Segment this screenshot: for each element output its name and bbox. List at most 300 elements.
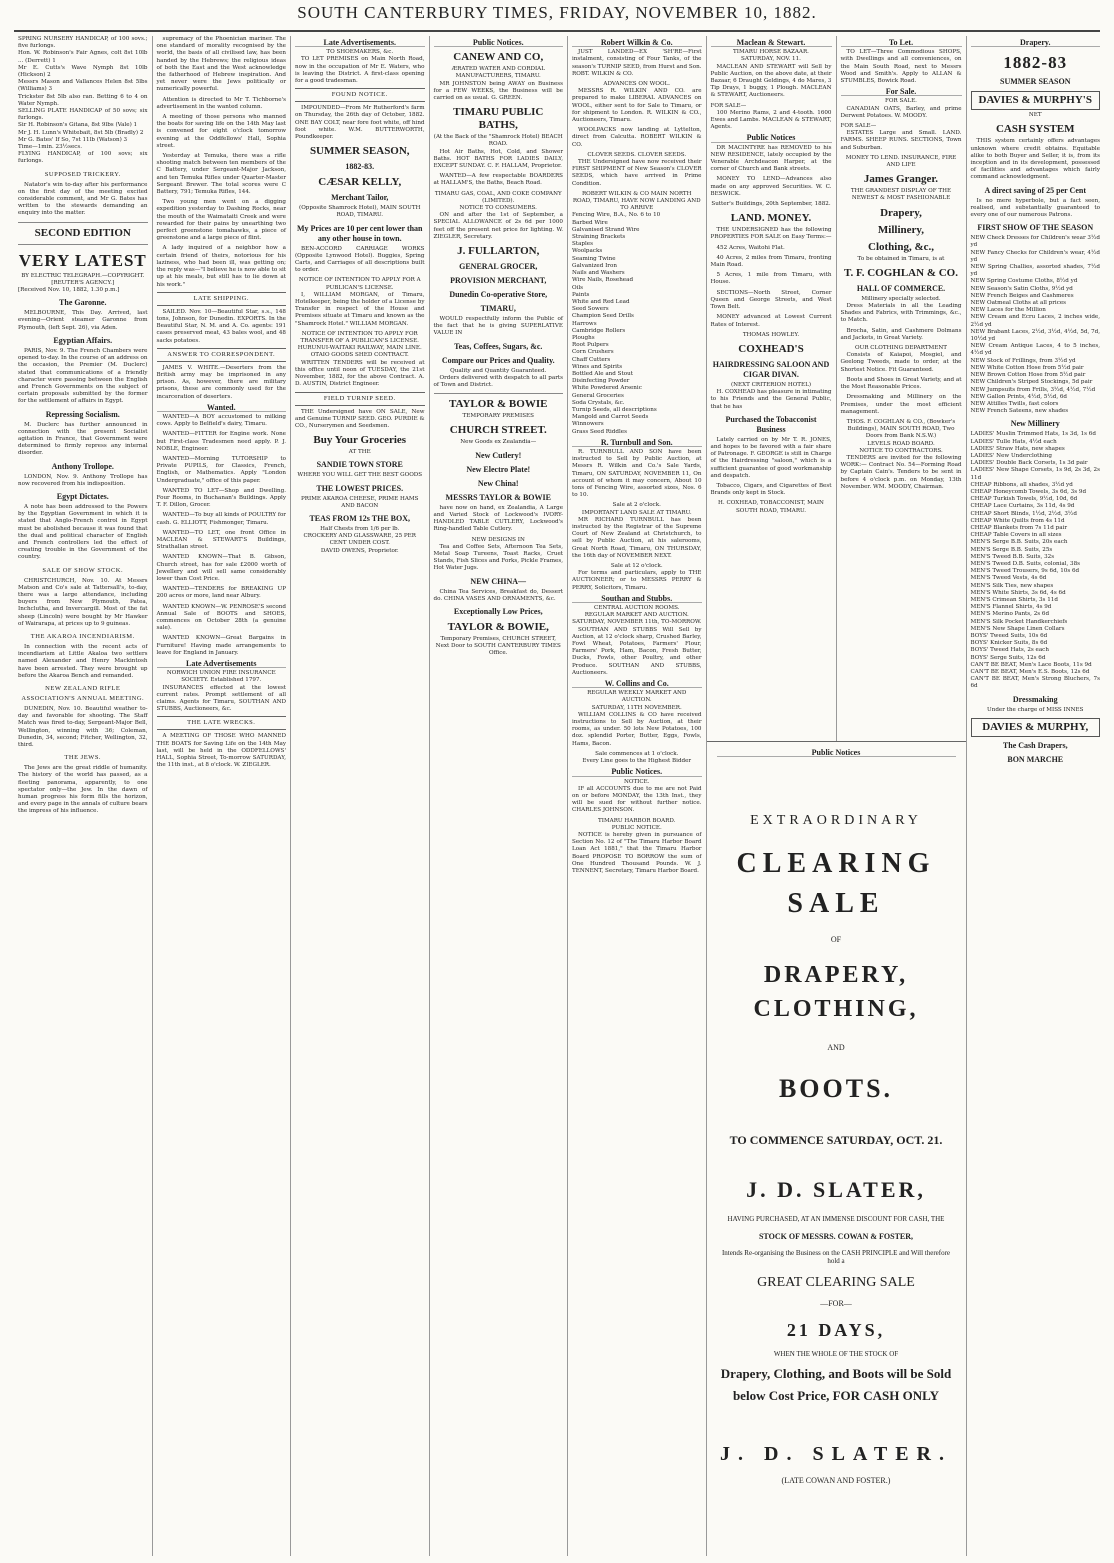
- messrs-title: MESSRS TAYLOR & BOWIE: [445, 492, 551, 502]
- money-text: MONEY TO LEND—Advances also made on any approved Securities. W. C. BESWICK.: [710, 176, 832, 197]
- wanted-ad: WANTED KNOWN—That B. Gibson, Church street, has for sale £2000 worth of Jewellery and will sell same considerably lower than Cost Price.: [156, 554, 286, 582]
- wanted-ad: WANTED—FITTER for Engine work. None but First-class Tradesmen need apply. P. J. NOBLE, Engineer.: [156, 431, 286, 452]
- column-7: [837, 36, 966, 741]
- sandie-store: SANDIE TOWN STORE: [316, 460, 403, 470]
- millinery-item: BOYS' Tweed Hats, 2s each: [970, 647, 1049, 654]
- goods-item: Staples: [572, 241, 593, 248]
- millinery-item: MEN'S Serge B.B. Suits, 25s: [970, 546, 1053, 553]
- millinery-item: MEN'S Serge B.B. Suits, 20s each: [970, 539, 1068, 546]
- goods-item: Bottled Ale and Stout: [572, 370, 633, 377]
- sporting-line: Messrs Mason and Vallances Helen 8st 5lbs (Williams) 3: [18, 79, 148, 93]
- sporting-line: FLYING HANDICAP, of 100 sovs; six furlongs.: [18, 151, 148, 165]
- wilkin-main-north: ROBERT WILKIN & CO MAIN NORTH ROAD, TIMARU, HAVE NOW LANDING AND TO ARRIVE: [572, 190, 701, 212]
- for-sale-title: For Sale.: [841, 88, 962, 96]
- licence-2-title: NOTICE OF INTENTION TO APPLY FOR TRANSFER OF A PUBLICAN'S LICENSE.: [300, 330, 419, 345]
- land-item: 452 Acres, Waitohi Flat.: [716, 244, 785, 251]
- goods-item: Nails and Washers: [572, 270, 625, 277]
- dictates-text: A note has been addressed to the Powers by the Egyptian Government in which it is stated that Anglo-French control in Egypt must be abolished because it was found that the dual and political character of English and French controllers led the effect of creating trouble in the Government of the country.: [18, 503, 148, 561]
- lowest-prices: THE LOWEST PRICES.: [316, 483, 404, 493]
- dunedin-store: Dunedin Co-operative Store,: [449, 290, 548, 300]
- masthead: SOUTH CANTERBURY TIMES, FRIDAY, NOVEMBER 10, 1882.: [297, 3, 817, 22]
- cheese-line: PRIME AKAROA CHEESE, PRIME HAMS AND BACON: [301, 495, 419, 509]
- at-the: AT THE: [348, 449, 371, 456]
- shoemakers-title: TO SHOEMAKERS, &c.: [326, 49, 394, 56]
- drapery-item: NEW French Sateens, new shades: [970, 408, 1069, 415]
- teas-line: TEAS FROM 12s THE BOX,: [309, 513, 411, 523]
- crockery-line: CROCKERY AND GLASSWARE, 25 PER CENT UNDER COST.: [303, 533, 416, 547]
- goods-list: [572, 212, 702, 435]
- drapery-item: NEW Cream and Ecru Laces, 2 inches wide, 2½d yd: [970, 314, 1100, 328]
- goods-item: White and Red Lead: [572, 298, 630, 305]
- wanted-ad: WANTED—TENDERS for BREAKING UP 200 acres or more, land near Albury.: [156, 586, 286, 600]
- grocer-line: GENERAL GROCER,: [459, 262, 538, 272]
- to-let-title: To Let.: [841, 39, 962, 47]
- granger-name: James Granger.: [863, 173, 939, 186]
- turnbull-text: R. TURNBULL AND SON have been instructed to Sell by Public Auction, at Messrs R. Wilkin and Co.'s Sale Yards, Timaru, ON SATURDAY, NOVEMBER 11, On account of whom it may concern, About 10 tons of Fencing Wire, assorted sizes, Nos. 6 to 10.: [572, 448, 702, 499]
- show-title: SALE OF SHOW STOCK.: [42, 566, 124, 574]
- public-notices-title: Public Notices.: [434, 39, 564, 47]
- summer-title: SUMMER SEASON,: [309, 145, 410, 158]
- millinery-item: MEN'S Tweed Vests, 4s 6d: [970, 575, 1047, 582]
- drapery-item: NEW French Beiges and Cashmeres: [970, 292, 1074, 299]
- upper-columns: [707, 36, 966, 741]
- groceries-title: Buy Your Groceries: [313, 434, 407, 447]
- new-cutlery: New Cutlery!: [475, 450, 522, 460]
- central-rooms: CENTRAL AUCTION ROOMS.: [594, 605, 680, 612]
- column-1: [14, 36, 153, 1556]
- column-8: [967, 36, 1105, 1556]
- baths-text: Hot Air Baths, Hot, Cold, and Shower Baths. HOT BATHS FOR LADIES DAILY, EXCEPT SUNDAY. C. F. HALLAM, Proprietor.: [433, 148, 563, 170]
- goods-item: General Groceries: [572, 392, 624, 399]
- goods-item: Turnip Seeds, all descriptions: [572, 406, 657, 413]
- advances-title: ADVANCES ON WOOL.: [603, 81, 671, 88]
- goods-item: Seed Sowers: [572, 306, 609, 313]
- land-text: MR RICHARD TURNBULL has been instructed by the Registrar of the Supreme Court of New Zealand at Christchurch, to sell by Public Auction, at his salerooms, Great North Road, Timaru, ON THURSDAY, the 16th day of NOVEMBER NEXT.: [572, 516, 702, 559]
- drapery-item: NEW Spring Costume Cloths, 8½d yd: [970, 278, 1078, 285]
- masthead-rule: [14, 30, 1100, 32]
- millinery-item: CHEAP Honeycomb Towels, 3s 6d, 3s 9d: [970, 488, 1087, 495]
- seed-text: THE Undersigned have ON SALE, New and Genuine TURNIP SEED. GEO. PURDIE & CO., Nurserymen and Seedsmen.: [295, 408, 425, 429]
- coghlan-sign: THOS. F. COGHLAN & CO., (Bowker's Buildings), MAIN SOUTH ROAD, Two Doors from Bank N.S.W.): [846, 418, 956, 440]
- sporting-line: Hon. W. Robinson's Fair Agnes, colt 8st 10lb ... (Derrett) 1: [18, 50, 148, 64]
- collins-text: WILLIAM COLLINS & CO have received instructions to Sell by Auction, at their rooms, as under. 50 lots New Potatoes, 100 doz. splendid Porter, Butter, Eggs, Fowls, Hams, Bacon.: [572, 711, 702, 747]
- money-lend: MONEY TO LEND. INSURANCE, FIRE AND LIFE: [845, 154, 957, 169]
- southan-text: SOUTHAN AND STUBBS Will Sell by Auction, at 12 o'clock sharp, Crushed Barley, Fowl Wheat, Potatoes, Farmers' Flour, Farmers' Pork, Ham, Bacon, Fresh Butter, Ducks, Fowls, other Poultry, and other Produce. SOUTHAN AND STUBBS, Auctioneers.: [572, 626, 702, 676]
- drapery-item: NEW Gallon Prints, 4½d, 5½d, 6d: [970, 393, 1068, 400]
- clearing-title: Public Notices: [717, 749, 956, 757]
- goods-item: Oils: [572, 284, 584, 291]
- levels-text: TENDERS are invited for the following WORK:— Contract No. 54—Forming Road by Captain Cain's. Tenders to be sent in before 4 o'clock p.m. on Monday, 13th November. WM. MOODY, Chairman.: [840, 454, 962, 490]
- wanted-items: [157, 414, 287, 657]
- clearing-sale: [707, 741, 966, 1488]
- estates-text: ESTATES Large and Small. LAND. FARMS. SHEEP RUNS. SECTIONS, Town and Suburban.: [840, 130, 962, 151]
- hall-of-commerce: HALL OF COMMERCE.: [856, 283, 946, 293]
- land-time: Sale at 12 o'clock.: [610, 563, 663, 570]
- garonne-text: MELBOURNE, This Day. Arrived, last evening—Orient steamer Garonne from Plymouth, (left Sept. 26), via Aden.: [18, 310, 148, 331]
- clearing-sale-title: CLEARING SALE: [736, 848, 936, 920]
- received-note: [Received Nov. 10, 1882, 1.30 p.m.]: [18, 287, 120, 294]
- shipping-text: SAILED. Nov. 10—Beautiful Star, s.s., 148 tons, Johnson, for Dunedin. EXPORTS. In the Beautiful Star, N. M. and A. Co. agents: 191 cases preserved meat, 43 bales wool, and 48 sacks potatoes.: [156, 308, 286, 344]
- goods-item: Galvanized Iron: [572, 262, 617, 269]
- millinery-items: [971, 431, 1101, 690]
- lady-note: A lady inquired of a neighbor how a certain friend of theirs, notorious for his laziness, who had been ill, was getting on; the reply was—"I believe he is now able to sit up at his meals, but still has to lie down at his work.": [156, 245, 286, 288]
- cash-system: CASH SYSTEM: [995, 123, 1075, 136]
- goods-item: Root Pulpers: [572, 342, 609, 349]
- of-line: OF: [830, 935, 842, 945]
- gas-sub: NOTICE TO CONSUMERS.: [459, 205, 537, 212]
- teas-sub: Half Chests from 1/6 per lb.: [320, 525, 400, 532]
- sold-line: Drapery, Clothing, and Boots will be Sold: [720, 1366, 952, 1382]
- first-show: FIRST SHOW OF THE SEASON: [977, 223, 1094, 233]
- having-line: HAVING PURCHASED, AT AN IMMENSE DISCOUNT FOR CASH, THE: [727, 1215, 945, 1224]
- goods-item: Fencing Wire, B.A., No. 6 to 10: [572, 212, 661, 219]
- woolpacks-text: WOOLPACKS now landing at Lyttelton, direct from Calcutta. ROBERT WILKIN & CO.: [572, 127, 702, 148]
- levels-title: LEVELS ROAD BOARD.: [867, 440, 935, 447]
- goods-item: Straining Brackets: [572, 234, 626, 241]
- days-line: 21 DAYS,: [786, 1320, 886, 1341]
- brocha-text: Brocha, Satin, and Cashmere Dolmans and Jackets, in Great Variety.: [840, 327, 962, 341]
- aerated-sub: ÆRATED WATER AND CORDIAL MANUFACTURERS, TIMARU.: [451, 66, 545, 80]
- akaroa-text: In connection with the recent acts of incendiarism at Little Akaloa two settlers named Alexander and Henry Mackintosh have been arrested. They were brought up before the Akaroa Bench and remanded.: [18, 643, 148, 679]
- beswick-address: Sutter's Buildings, 20th September, 1882.: [711, 201, 831, 208]
- new-plate: New Electro Plate!: [466, 464, 531, 474]
- goods-item: Mangold and Carrot Seeds: [572, 414, 649, 421]
- wanted-ad: WANTED KNOWN—W. PENROSE'S second Annual Sale of BOOTS and SHOES, commences on October 28th (a genuine sale).: [156, 603, 286, 632]
- goods-item: Woolpacks: [572, 248, 603, 255]
- wilkin-title: Robert Wilkin & Co.: [572, 39, 702, 47]
- drapery-item: NEW Cream Antique Laces, 4 to 5 inches, 4½d yd: [970, 343, 1100, 357]
- drapery-item: NEW Brabant Laces, 2½d, 3½d, 4½d, 5d, 7d, 10½d yd: [970, 328, 1100, 343]
- quality-line: Quality and Quantity Guaranteed.: [450, 367, 547, 374]
- year-title: 1882-83: [1003, 53, 1068, 73]
- wanted-ad: WANTED—To buy all kinds of POULTRY for cash. G. ELLIOTT, Fishmonger, Timaru.: [156, 512, 286, 526]
- clothing-line: Clothing, &c.,: [868, 240, 934, 253]
- drapery-item: NEW Season's Satin Cloths, 9½d yd: [970, 285, 1073, 292]
- opened-line: Millinery specially selected.: [861, 295, 941, 302]
- below-cost-line: below Cost Price, FOR CASH ONLY: [732, 1387, 940, 1403]
- land-item: SECTIONS—North Street, Corner Queen and George Streets, and West Town Belt.: [710, 289, 832, 311]
- goods-item: Paints: [572, 291, 590, 298]
- howley-sign: THOMAS HOWLEY.: [742, 331, 800, 338]
- collins-time: Sale commences at 1 o'clock.: [595, 750, 679, 757]
- provision-line: PROVISION MERCHANT,: [450, 276, 547, 286]
- teas-coffees: Teas, Coffees, Sugars, &c.: [454, 341, 543, 351]
- orders-line: Orders delivered with despatch to all parts of Town and District.: [433, 374, 563, 389]
- taylor-bowie-title: TAYLOR & BOWIE: [449, 398, 548, 411]
- impounded-text: IMPOUNDED—From Mr Rutherford's farm on Thursday, the 26th day of October, 1882. ONE BAY COLT, near fore foot white, off hind foot white. W.M. BUTTERWORTH, Poundkeeper.: [295, 105, 425, 141]
- millinery-item: LADIES' Muslin Trimmed Hats, 1s 3d, 1s 6d: [970, 431, 1096, 438]
- jews-continued: supremacy of the Phoenician mariner. The one standard of morality recognised by the world, the basis of all civilised law, has been handed by the Hebrews; the religious ideas of both the East and the West acknowledge the fatherhood of Hebrew inspiration. And yet never were the Jews politically or numerically powerful.: [156, 36, 286, 93]
- for-sale-sub: FOR SALE.: [885, 98, 917, 105]
- millinery-item: CAN'T BE BEAT, Men's E.S. Boots, 12s 6d: [970, 669, 1090, 676]
- for-sale-title: FOR SALE—: [710, 102, 747, 109]
- bon-marche: BON MARCHE: [1007, 754, 1064, 764]
- millinery-item: MEN'S New Shape Linen Collars: [970, 625, 1065, 632]
- drapery-line: Drapery,: [880, 206, 922, 219]
- drapery-item: NEW Jumpsuits from Frills, 3½d, 4½d, 7½d: [970, 386, 1096, 393]
- drapery-items: [971, 235, 1101, 415]
- goods-item: Champion Seed Drills: [572, 313, 634, 320]
- new-china: New China!: [477, 478, 519, 488]
- millinery-item: MEN'S Merino Pants, 2s 6d: [970, 611, 1050, 618]
- new-millinery: New Millinery: [1010, 419, 1060, 429]
- seed-title: FIELD TURNIP SEED.: [295, 392, 425, 406]
- millinery-item: LADIES' Tulle Hats, 4½d each: [970, 438, 1057, 445]
- millinery-item: CAN'T BE BEAT, Men's Strong Bluchers, 7s 6d: [970, 676, 1100, 690]
- millinery-item: CHEAP Short Blinds, 1½d, 2½d, 3½d: [970, 510, 1077, 517]
- drapery-item: NEW Children's Striped Stockings, 5d pair: [970, 379, 1093, 386]
- clothing-text: Consists of Kaiapoi, Mosgiel, and Geelong Tweeds, made to order, at the Shortest Notice. Fit Guaranteed.: [840, 352, 962, 373]
- goods-item: Ploughs: [572, 334, 595, 341]
- wrecks-text: A MEETING OF THOSE WHO MANNED THE BOATS for Saving Life on the 14th May last, will be held in the ODDFELLOWS' HALL, Sophia Street, To-morrow SATURDAY, the 11th inst., at 8 o'clock. W. ZIEGLER.: [156, 733, 286, 769]
- drapery-item: NEW Stock of Frillings, from 3½d yd: [970, 357, 1076, 364]
- late-ads-title: Late Advertisements: [157, 660, 287, 668]
- millinery-item: MEN'S Tweed B.B. Suits, 32s: [970, 553, 1055, 560]
- goods-item: Soda Crystals, &c.: [572, 399, 625, 406]
- railway-subtitle: OTAIO GOODS SHED CONTRACT.: [310, 352, 409, 359]
- sporting-line: Trickster 8st 5lb also ran. Betting 6 to 4 on Water Nymph.: [18, 93, 148, 107]
- divider: [18, 244, 148, 245]
- goods-line: DRAPERY, CLOTHING,: [753, 961, 919, 1022]
- licence-1-text: I, WILLIAM MORGAN, of Timaru, Hotelkeeper, being the holder of a License by Transfer in respect of the House and Premises situate at Timaru and known as the "Shamrock Hotel." WILLIAM MORGAN.: [295, 291, 425, 327]
- new-china-title: NEW CHINA—: [470, 576, 527, 586]
- obtained-line: To be obtained in Timaru, is at: [857, 255, 945, 262]
- cash-drapers: The Cash Drapers,: [1002, 740, 1068, 750]
- coghlan-name: T. F. COGHLAN & CO.: [844, 266, 958, 279]
- drapery-title: Drapery.: [971, 39, 1101, 47]
- tichborne-note: Attention is directed to Mr T. Tichborne's advertisement in the wanted column.: [156, 96, 286, 110]
- great-clearing: GREAT CLEARING SALE: [757, 1274, 915, 1290]
- divider: [434, 393, 564, 394]
- goods-item: Chaff Cutters: [572, 356, 611, 363]
- timaru-line: TIMARU,: [480, 304, 516, 314]
- drapery-item: NEW White Cotton Hose from 5½d pair: [970, 364, 1084, 371]
- millinery-item: BOYS' Tweed Suits, 10s 6d: [970, 633, 1048, 639]
- fullarton-text: WOULD respectfully inform the Public of the fact that he is giving SUPERLATIVE VALUE IN: [433, 316, 563, 337]
- slater-sign: J. D. SLATER.: [720, 1442, 952, 1465]
- boarders-wanted: WANTED—A few respectable BOARDERS at HALLAM'S, the Baths, Beach Road.: [433, 173, 563, 187]
- sale-time: Sale at 2 o'clock.: [612, 502, 661, 509]
- millinery-item: LADIES' New Shape Corsets, 1s 9d, 2s 3d, 2s 11d: [970, 467, 1100, 481]
- bazaar-date: SATURDAY, NOV. 11.: [741, 56, 801, 63]
- egypt-title: Egyptian Affairs.: [53, 335, 113, 345]
- money-advanced: MONEY advanced at Lowest Current Rates of Interest.: [710, 314, 832, 328]
- fullarton-name: J. FULLARTON,: [457, 245, 540, 258]
- gas-title: TIMARU GAS, COAL, AND COKE COMPANY (LIMITED).: [434, 190, 562, 204]
- millinery-item: CHEAP White Quilts from 4s 11d: [970, 517, 1065, 524]
- land-item: 40 Acres, 2 miles from Timaru, fronting Main Road.: [710, 254, 832, 269]
- temporary-premises: TEMPORARY PREMISES: [462, 413, 534, 420]
- drapery-item: NEW Laces for the Million: [970, 307, 1046, 314]
- goods-item: Wines and Spirits: [572, 363, 623, 370]
- saving-text: Is no mere hyperbole, but a fact seen, realised, and substantially guaranteed to every one of our numerous Patrons.: [970, 197, 1100, 219]
- summer-season: SUMMER SEASON: [1000, 77, 1071, 87]
- owens-sign: DAVID OWENS, Proprietor.: [320, 547, 399, 554]
- summer-year: 1882-83.: [345, 162, 375, 172]
- millinery-item: CAN'T BE BEAT, Men's Lace Boots, 11s 9d: [970, 661, 1092, 668]
- for-sale-2: FOR SALE—: [840, 123, 877, 130]
- trickery-text: Natator's win to-day after his performance on the first day of the meeting excited considerable comment, and Mr G. Bates has written to the stewards demanding an enquiry into the matter.: [18, 181, 148, 217]
- gas-text: ON and after the 1st of September, a SPECIAL ALLOWANCE of 2s 6d per 1000 feet off the present net price for lighting. W. ZIEGLER, Secretary.: [433, 212, 563, 240]
- advances-text: MESSRS R. WILKIN AND CO. are prepared to make LIBERAL ADVANCES on WOOL, either sent to for Sale to Timaru, or for shipment to London. R. WILKIN & CO., Auctioneers, Timaru.: [572, 88, 702, 124]
- sporting-line: Mr J. H. Lunn's Whitebait, 8st 5lb (Bradly) 2: [18, 129, 144, 136]
- to-let-text: TO LET PREMISES on Main North Road, now in the occupation of Mr E. Waters, who is leaving the District. A first-class opening for a good tradesman.: [295, 56, 425, 85]
- goods-item: Galvanised Strand Wire: [572, 226, 640, 233]
- saving-title: A direct saving of 25 per Cent: [984, 185, 1086, 195]
- aerated-title: CANEW AND CO,: [453, 51, 544, 64]
- coxhead-text: H. COXHEAD has pleasure in intimating to his Friends and the General Public, that he has: [710, 389, 832, 410]
- southan-title: Southan and Stubbs.: [572, 595, 702, 603]
- millinery-item: MEN'S Tweed Trousers, 9s 6d, 10s 6d: [970, 568, 1080, 575]
- collins-date: SATURDAY, 11TH NOVEMBER.: [591, 704, 682, 711]
- land-money-text: THE UNDERSIGNED has the following PROPERTIES FOR SALE on Easy Terms:—: [710, 227, 832, 241]
- goods-item: Seaming Twine: [572, 255, 616, 262]
- jews-title: THE JEWS.: [64, 754, 102, 762]
- contractors-title: NOTICE TO CONTRACTORS.: [859, 447, 943, 454]
- china-text: China Tea Services, Breakfast do, Dessert do. CHINA VASES AND ORNAMENTS, &c.: [433, 588, 563, 602]
- commence-line: TO COMMENCE SATURDAY, OCT. 21.: [729, 1132, 943, 1147]
- new-goods: New Goods ex Zealandia—: [460, 439, 537, 446]
- coxhead-title: COXHEAD'S: [738, 342, 804, 355]
- norwich-title: NORWICH UNION FIRE INSURANCE SOCIETY. Established 1797.: [166, 670, 276, 684]
- rifle-text: DUNEDIN, Nov. 10. Beautiful weather to-day and favorable for shooting. The Staff Match was fired to-day, Sergeant-Major Bell, Wellington, winning with 36; Coleman, Dunedin, 34, second; Fitcher, Wellington, 32, third.: [18, 706, 148, 749]
- carriage-works: BEN-ACCORD CARRIAGE WORKS (Opposite Lynwood Hotel). Buggies, Spring Carts, and Carriages of all descriptions built to order.: [295, 245, 425, 274]
- akaroa-title: THE AKAROA INCENDIARISM.: [30, 632, 135, 640]
- millinery-item: LADIES' Straw Hats, new shapes: [970, 445, 1065, 452]
- maclean-title: Maclean & Stewart.: [711, 39, 832, 47]
- harbour-title: TIMARU HARBOR BOARD.: [598, 817, 676, 824]
- drapery-item: NEW Fancy Checks for Children's wear, 4½d yd: [970, 249, 1100, 263]
- boots-line: BOOTS.: [778, 1073, 894, 1103]
- kelly-name: CÆSAR KELLY,: [318, 176, 402, 189]
- trollope-title: Anthony Trollope.: [51, 461, 114, 471]
- wanted-ad: WANTED—TO LET, one front Office in MACLEAN & STEWART'S Buildings, Strathallan street.: [156, 529, 286, 551]
- rifle-title: NEW ZEALAND RIFLE ASSOCIATION'S ANNUAL MEETING.: [21, 685, 145, 702]
- very-latest: VERY LATEST: [18, 250, 147, 270]
- to-let-text: TO LET—Three Commodious SHOPS, with Dwellings and all conveniences, on the Main South Road, next to Messrs Wood and Smith's. Apply to ALLAN & STUMBLES, Bowick Road.: [840, 49, 962, 85]
- tea-sets: Tea and Coffee Sets, Afternoon Tea Sets, Metal Soap Tureens, Toast Racks, Cruet Stands, Fish Slices and Forks, Pickle Frames, Hot Water Jugs.: [433, 543, 563, 572]
- railway-text: WRITTEN TENDERS will be received at this office until noon of TUESDAY, the 21st November, 1882, for the above Contract. A. D. AUSTIN, District Engineer.: [295, 359, 425, 388]
- boots-text: Boots and Shoes in Great Variety, and at the Most Reasonable Prices.: [840, 376, 962, 391]
- davies-murphy-bottom: DAVIES & MURPHY,: [971, 718, 1101, 737]
- goods-item: Disinfecting Powder: [572, 378, 630, 385]
- shooting-note: Yesterday at Temuka, there was a rifle shooting match between ten members of the C Battery, under Sergeant-Major Jackson, and ten Temuka Rifles under Quarter-Master Sergeant Brewer. The total scores were C Battery, 791; Temuka Rifles, 144.: [156, 153, 286, 196]
- column-5: [568, 36, 707, 1556]
- shipping-title: LATE SHIPPING.: [157, 292, 287, 306]
- drapery-item: NEW Check Dresses for Children's wear 3½d yd: [970, 235, 1100, 249]
- bazaar-title: TIMARU HORSE BAZAAR.: [733, 49, 809, 56]
- drapery-item: NEW Spring Challies, assorted shades, 7½d yd: [970, 264, 1100, 278]
- cash-text: THIS system certainly offers advantages unknown where credit obtains. Equitable alike to both Buyer and Seller, it is, from its inception and in its development, possessed of facilities and advantages which fairly command acknowledgment.: [970, 138, 1100, 181]
- goods-item: Cambridge Rollers: [572, 327, 626, 334]
- goods-item: Harrows: [572, 320, 597, 327]
- tobacco-text: Tobacco, Cigars, and Cigarettes of Best Brands only kept in Stock.: [710, 482, 832, 497]
- next-criterion: (NEXT CRITERION HOTEL): [730, 381, 812, 388]
- public-notices-title: Public Notices.: [572, 768, 702, 776]
- when-line: WHEN THE WHOLE OF THE STOCK OF: [773, 1350, 899, 1359]
- harbour-text: NOTICE is hereby given in pursuance of Section No. 12 of "The Timaru Harbor Board Loan Act 1881," that the Timaru Harbor Board PROPOSE TO BORROW the sum of One Hundred Thousand Pounds. W. J. TENNENT, Secretary, Timaru Harbor Board.: [572, 831, 702, 874]
- egypt-text: PARIS, Nov. 9. The French Chambers were opened to-day. In the course of an address on the occasion, the Premier (M. Duclerc) stated that communications of a friendly character were passing between the English and French Governments on the subject of certain proposals submitted by the former for the settlement of affairs in Egypt.: [18, 347, 148, 405]
- messrs-text: have now on hand, ex Zealandia, A Large and Varied Stock of Lockwood's IVORY-HANDLED TABLE CUTLERY, Lockwood's Ring-handled Table Cutlery.: [433, 504, 563, 533]
- newspaper-columns: [14, 36, 1104, 1556]
- wanted-ad: WANTED KNOWN—Great Bargains in Furniture! Having made arrangements to leave for England in January.: [156, 635, 286, 656]
- dressmaking-text: Dressmaking and Millinery on the Premises, under the most efficient management.: [840, 394, 962, 415]
- column-6: [707, 36, 837, 741]
- slater-name: J. D. SLATER,: [746, 1177, 926, 1203]
- turnbull-title: R. Turnbull and Son.: [572, 439, 702, 447]
- trollope-text: LONDON, Nov. 9. Anthony Trollope has now recovered from his indisposition.: [18, 473, 148, 487]
- tailor-title: Merchant Tailor,: [331, 193, 389, 203]
- goods-item: Barbed Wire: [572, 219, 608, 226]
- goods-item: Wire Nails, Rosehead: [572, 277, 634, 284]
- column-6-7: [707, 36, 967, 1556]
- oats-text: CANADIAN OATS, Barley, and prime Derwent Potatoes. W. MOODY.: [840, 105, 962, 119]
- sporting-title: SPRING NURSERY HANDICAP, of 100 sovs.; five furlongs.: [18, 36, 148, 50]
- macintyre-text: DR MACINTYRE has REMOVED to his NEW RESIDENCE, lately occupied by the Venerable Archdeacon Harper, at the corner of Church and Bank streets.: [710, 144, 832, 173]
- clothing-dept: OUR CLOTHING DEPARTMENT: [855, 345, 947, 352]
- insurances-text: INSURANCES effected at the lowest current rates. Prompt settlement of all claims. Agents for Timaru, SOUTHAN AND STUBBS, Auctioneers, &c.: [156, 684, 286, 713]
- sporting-line: Sir H. Robinson's Gitana, 8st 9lbs (Vale) 1: [18, 122, 138, 129]
- land-apply: For terms and particulars, apply to THE AUCTIONEER; or to MESSRS PERRY & PERRY, Solicitors, Timaru.: [572, 570, 702, 591]
- millinery-item: CHEAP Ribbons, all shades, 3½d yd: [970, 481, 1073, 488]
- clover-title: CLOVER SEEDS. CLOVER SEEDS.: [587, 151, 687, 158]
- late-ads-title: Late Advertisements.: [295, 39, 425, 47]
- dictates-title: Egypt Dictates.: [56, 491, 109, 501]
- coxhead-sign: H. COXHEAD, TOBACCONIST, MAIN SOUTH ROAD, TIMARU.: [718, 500, 824, 514]
- land-item: 5 Acres, 1 mile from Timaru, with House.: [710, 272, 832, 286]
- found-title: FOUND NOTICE.: [295, 88, 425, 102]
- goods-item: White Powdered Arsenic: [572, 385, 642, 392]
- best-goods: WHERE YOU WILL GET THE BEST GOODS: [297, 472, 423, 479]
- licence-1-title: NOTICE OF INTENTION TO APPLY FOR A PUBLICAN'S LICENSE.: [298, 277, 421, 291]
- digging-note: Two young men went on a digging expedition yesterday to Dashing Rocks, near the mouth of the Waimataiti Creek and were rewarded for their pains by unearthing two perfect greenstone tomahawks, a piece of greenstone and a large piece of flint.: [156, 199, 286, 242]
- johnston-text: MR JOHNSTON being AWAY on Business for a FEW WEEKS, the Business will be carried on as usual. G. GREEN.: [433, 80, 563, 102]
- taylor-bowie-address: Temporary Premises, CHURCH STREET, Next Door to SOUTH CANTERBURY TIMES Office.: [435, 635, 561, 657]
- socialism-title: Repressing Socialism.: [45, 409, 120, 419]
- davies-murphy: DAVIES & MURPHY'S: [971, 91, 1101, 110]
- correspondent-text: JAMES V. WHITE.—Deserters from the British army may be imprisoned in any prison. As, however, there are military prisons, these are commonly used for the incarceration of deserters.: [156, 364, 286, 400]
- millinery-item: MEN'S Tweed D.B. Suits, colonial, 38s: [970, 560, 1080, 567]
- taylor-bowie-bottom: TAYLOR & BOWIE,: [447, 620, 549, 633]
- tailor-address: (Opposite Shamrock Hotel), MAIN SOUTH ROAD, TIMARU.: [299, 205, 421, 219]
- drapery-item: NEW Attilles Twills, fast colors: [970, 400, 1059, 407]
- designs-title: NEW DESIGNS IN: [471, 536, 525, 543]
- millinery-item: MEN'S Silk Pocket Handkerchiefs: [970, 618, 1068, 625]
- wilkin-seed-text: JUST LANDED—EX 'SH'RE—First instalment, consisting of Four Tanks, of the season's TURNIP SEED, from Hurst and Son. ROBT. WILKIN & CO.: [572, 49, 702, 77]
- land-money-title: LAND. MONEY.: [730, 212, 812, 225]
- for-line: —FOR—: [820, 1299, 852, 1309]
- millinery-item: BOYS' Serge Suits, 12s 6d: [970, 654, 1046, 661]
- wanted-ad: WANTED—A BOY accustomed to milking cows. Apply to Belfield's dairy, Timaru.: [156, 413, 286, 428]
- correspondent-title: ANSWER TO CORRESPONDENT.: [157, 348, 287, 362]
- drapery-item: NEW Brown Cotton Hose from 5½d pair: [970, 372, 1086, 379]
- millinery-item: BOYS' Knicker Suits, 8s 6d: [970, 640, 1048, 647]
- notice-title: NOTICE.: [623, 778, 650, 785]
- column-2: [153, 36, 292, 1556]
- regular-market: REGULAR MARKET AND AUCTION.: [584, 612, 689, 619]
- drapery-item: NEW Oatmeal Cloths at all prices: [970, 300, 1067, 307]
- baths-title: TIMARU PUBLIC BATHS,: [453, 106, 544, 132]
- column-4: [430, 36, 569, 1556]
- goods-item: Winnowers: [572, 421, 604, 428]
- sporting-line: Mr G. Bates' If So, 7st 11lb (Watson) 3: [18, 136, 128, 143]
- saturday-11: SATURDAY, NOVEMBER 11th, TO-MORROW.: [572, 619, 702, 626]
- land-items: [711, 245, 832, 312]
- millinery-item: CHEAP Turkish Towels, 9½d, 10d, 6d: [970, 496, 1078, 503]
- compare-line: Compare our Prices and Quality.: [441, 355, 555, 365]
- late-cowan: (LATE COWAN AND FOSTER.): [781, 1475, 891, 1485]
- sporting-line: Mr E. Cutts's Wave Nymph 8st 10lb (Hickson) 2: [18, 64, 148, 79]
